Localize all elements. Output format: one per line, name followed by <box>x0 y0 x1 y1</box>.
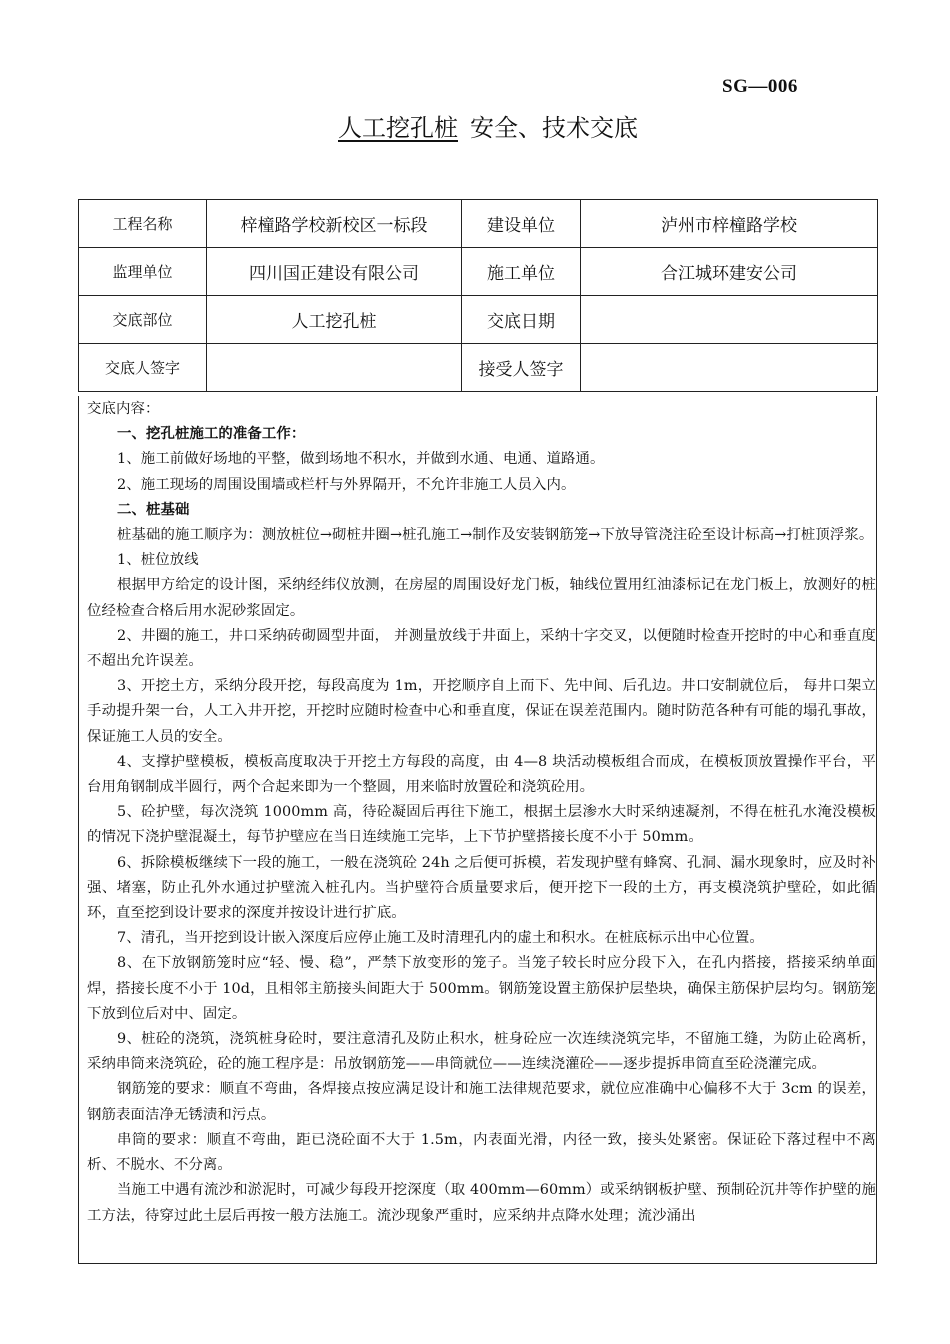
title-subject-text: 人工挖孔桩 <box>338 114 458 142</box>
builder-label: 建设单位 <box>462 200 581 248</box>
paragraph: 串筒的要求：顺直不弯曲，距已浇砼面不大于 1.5m，内表面光滑，内径一致，接头处紧密。保证砼下落过程中不离析、不脱水、不分离。 <box>87 1131 876 1174</box>
paragraph: 6、拆除模板继续下一段的施工，一般在浇筑砼 24h 之后便可拆模，若发现护壁有蜂窝、孔洞、漏水现象时，应及时补强、堵塞，防止孔外水通过护壁流入桩孔内。当护壁符合质量要求后，便开挖下一段的土方，再支模浇筑护壁砼，如此循环，直至挖到设计要求的深度并按设计进行扩底。 <box>87 854 876 922</box>
paragraph: 3、开挖土方，采纳分段开挖，每段高度为 1m，开挖顺序自上而下、先中间、后孔边。井口安制就位后， 每井口架立手动提升架一台，人工入井开挖，开挖时应随时检查中心和垂直度，保证在误差范围内。随时防范各种有可能的塌孔事故，保证施工人员的安全。 <box>87 678 876 745</box>
section-heading: 一、挖孔桩施工的准备工作： <box>117 426 306 443</box>
receiver-sign-value <box>581 344 878 392</box>
paragraph: 钢筋笼的要求：顺直不弯曲，各焊接点按应满足设计和施工法律规范要求，就位应准确中心偏移不大于 3cm 的误差，钢筋表面洁净无锈渍和污点。 <box>87 1081 876 1123</box>
title-subject <box>312 114 470 142</box>
date-value <box>581 296 878 344</box>
receiver-sign-label: 接受人签字 <box>462 344 581 392</box>
paragraph: 8、在下放钢筋笼时应“轻、慢、稳”，严禁下放变形的笼子。当笼子较长时应分段下入，在孔内搭接，搭接采纳单面焊，搭接长度不小于 10d，且相邻主筋接头间距大于 500mm。钢筋笼设置主筋保护层垫块，确保主筋保护层均匀。钢筋笼下放到位后对中、固定。 <box>87 955 876 1022</box>
paragraph: 2、井圈的施工，井口采纳砖砌圆型井面， 并测量放线于井面上，采纳十字交叉，以便随时检查开挖时的中心和垂直度不超出允许误差。 <box>87 627 876 670</box>
contractor-value: 合江城环建安公司 <box>581 248 878 296</box>
document-code: SG—006 <box>722 76 798 97</box>
paragraph: 7、清孔，当开挖到设计嵌入深度后应停止施工及时清理孔内的虚土和积水。在桩底标示出中心位置。 <box>117 930 764 947</box>
content-heading: 交底内容： <box>87 401 160 417</box>
info-row-project <box>79 200 878 248</box>
part-label: 交底部位 <box>79 296 207 344</box>
paragraph: 当施工中遇有流沙和淤泥时，可减少每段开挖深度（取 400mm—60mm）或采纳钢板护壁、预制砼沉井等作护壁的施工方法，待穿过此土层后再按一般方法施工。流沙现象严重时，应采纳井点降水处理；流沙涌出 <box>87 1182 876 1224</box>
document-title <box>0 108 950 143</box>
info-row-part <box>79 296 878 344</box>
title-rest: 安全、技术交底 <box>470 114 638 142</box>
info-row-signatures <box>79 344 878 392</box>
contractor-label: 施工单位 <box>462 248 581 296</box>
paragraph: 1、施工前做好场地的平整，做到场地不积水，并做到水通、电通、道路通。 <box>117 451 605 468</box>
project-name-value: 梓橦路学校新校区一标段 <box>207 200 462 248</box>
project-info-table <box>78 199 878 392</box>
date-label: 交底日期 <box>462 296 581 344</box>
paragraph: 5、砼护壁，每次浇筑 1000mm 高，待砼凝固后再往下施工，根据土层渗水大时采纳速凝剂，不得在桩孔水淹没模板的情况下浇护壁混凝土，每节护壁应在当日连续施工完毕，上下节护壁搭接长度不小于 50mm。 <box>87 804 876 846</box>
supervisor-value: 四川国正建设有限公司 <box>207 248 462 296</box>
giver-sign-value <box>207 344 462 392</box>
info-row-supervisor <box>79 248 878 296</box>
section-heading: 二、桩基础 <box>117 501 190 518</box>
builder-value: 泸州市梓橦路学校 <box>581 200 878 248</box>
part-value: 人工挖孔桩 <box>207 296 462 344</box>
supervisor-label: 监理单位 <box>79 248 207 296</box>
content-box <box>78 396 877 1264</box>
paragraph: 2、施工现场的周围设围墙或栏杆与外界隔开，不允许非施工人员入内。 <box>117 476 576 493</box>
giver-sign-label: 交底人签字 <box>79 344 207 392</box>
paragraph: 桩基础的施工顺序为：测放桩位→砌桩井圈→桩孔施工→制作及安装钢筋笼→下放导管浇注砼至设计标高→打桩顶浮浆。 <box>117 527 874 544</box>
project-name-label: 工程名称 <box>79 200 207 248</box>
paragraph: 4、支撑护壁模板，模板高度取决于开挖土方每段的高度，由 4—8 块活动模板组合而成，在模板顶放置操作平台，平台用角钢制成半圆行，两个合起来即为一个整圆，用来临时放置砼和浇筑砼用。 <box>87 753 876 796</box>
paragraph: 1、桩位放线 <box>117 552 199 569</box>
paragraph: 9、桩砼的浇筑，浇筑桩身砼时，要注意清孔及防止积水，桩身砼应一次连续浇筑完毕，不留施工缝，为防止砼离析，采纳串筒来浇筑砼，砼的施工程序是：吊放钢筋笼——串筒就位——连续浇灌砼——逐步提拆串筒直至砼浇灌完成。 <box>87 1031 876 1073</box>
paragraph: 根据甲方给定的设计图，采纳经纬仪放测，在房屋的周围设好龙门板，轴线位置用红油漆标记在龙门板上，放测好的桩位经检查合格后用水泥砂浆固定。 <box>87 577 876 619</box>
